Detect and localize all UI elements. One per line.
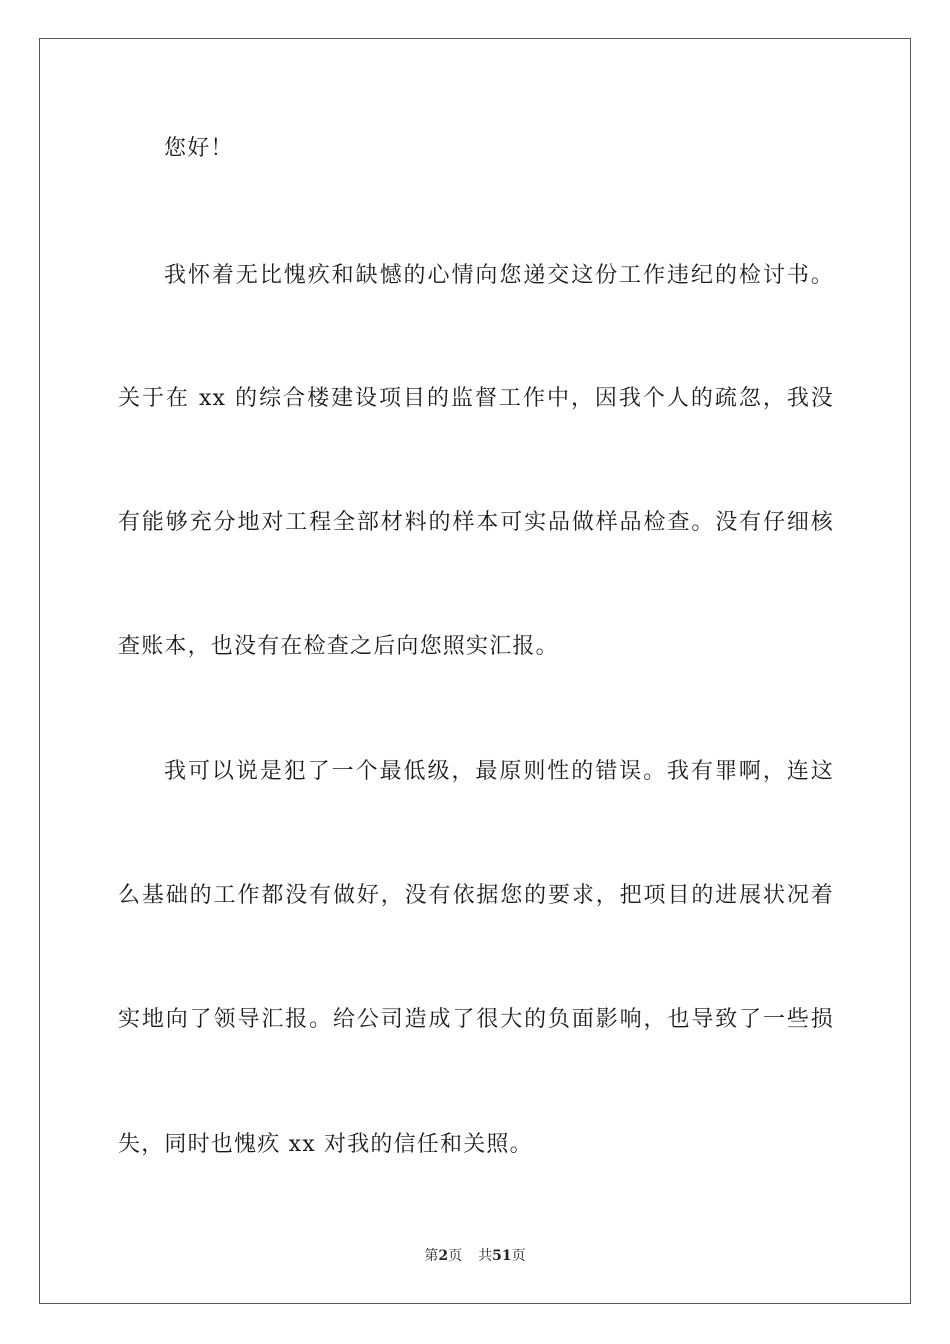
paragraph-3-line-4: 失，同时也愧疚 xx 对我的信任和关照。 — [118, 1132, 533, 1157]
total-pages: 51 — [492, 1248, 512, 1264]
greeting-line: 您好！ — [164, 136, 234, 161]
page-footer — [0, 1246, 950, 1266]
paragraph-2-line-3: 查账本，也没有在检查之后向您照实汇报。 — [118, 634, 559, 659]
total-suffix: 页 — [511, 1248, 526, 1264]
paragraph-2-line-2: 有能够充分地对工程全部材料的样本可实品做样品检查。没有仔细核 — [118, 510, 834, 535]
paragraph-3-line-2: 么基础的工作都没有做好，没有依据您的要求，把项目的进展状况着 — [118, 883, 834, 908]
total-prefix: 共 — [478, 1248, 493, 1264]
page-number: 2 — [438, 1248, 449, 1264]
paragraph-2-line-1: 关于在 xx 的综合楼建设项目的监督工作中，因我个人的疏忽，我没 — [118, 386, 834, 411]
paragraph-1-line-1: 我怀着无比愧疚和缺憾的心情向您递交这份工作违纪的检讨书。 — [164, 263, 834, 288]
page-border — [39, 38, 911, 1304]
page-suffix: 页 — [448, 1248, 463, 1264]
page-prefix: 第 — [424, 1248, 439, 1264]
paragraph-3-line-1: 我可以说是犯了一个最低级，最原则性的错误。我有罪啊，连这 — [164, 759, 834, 784]
paragraph-3-line-3: 实地向了领导汇报。给公司造成了很大的负面影响，也导致了一些损 — [118, 1007, 834, 1032]
